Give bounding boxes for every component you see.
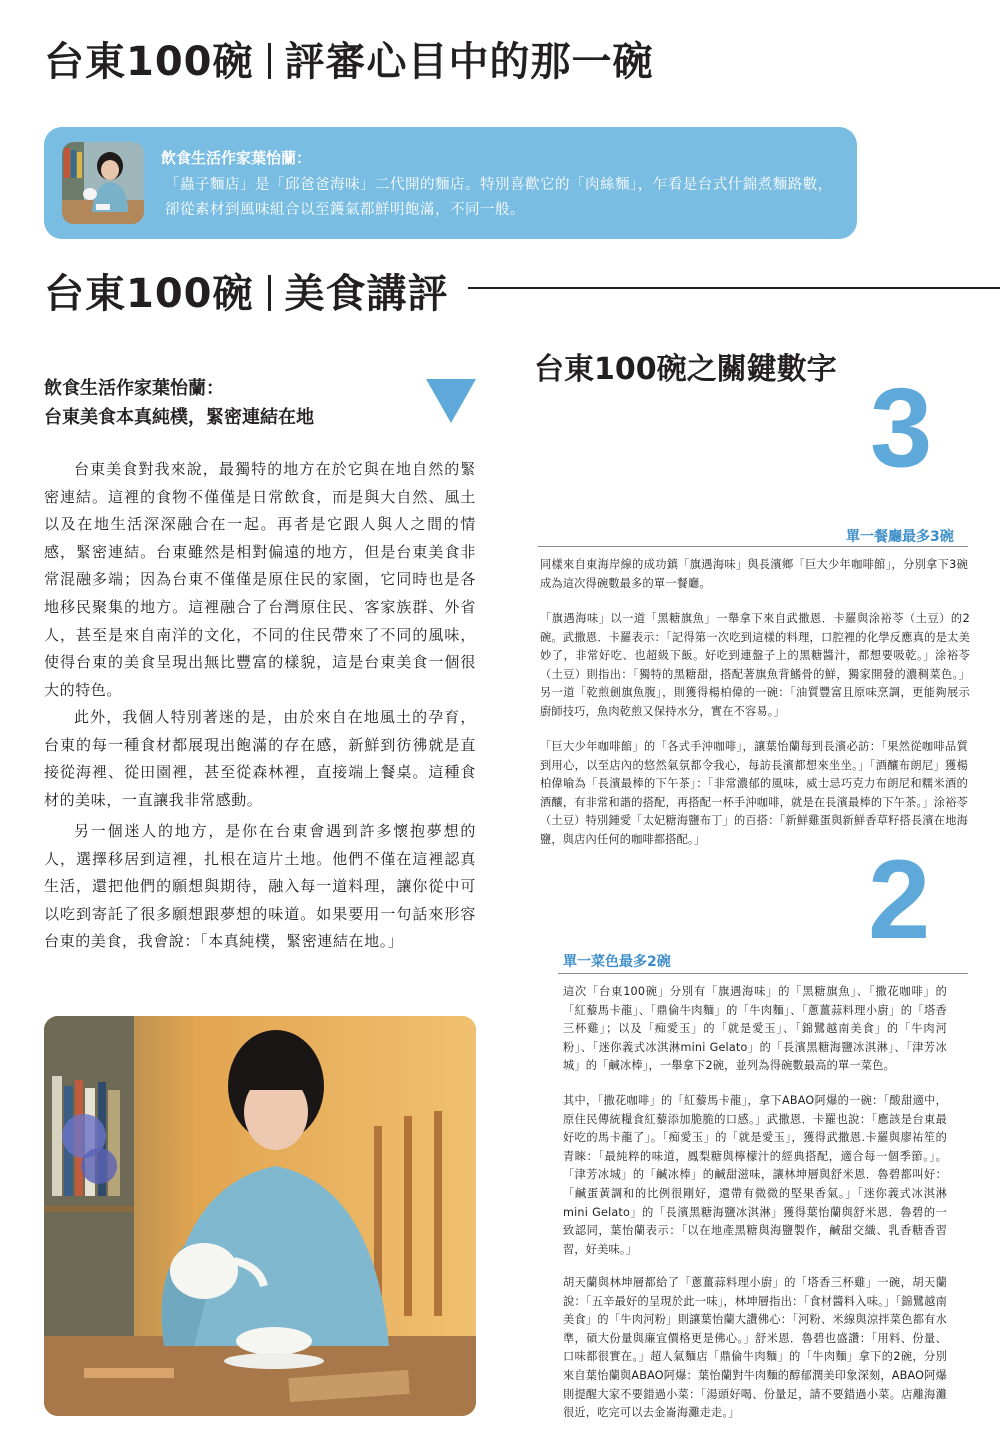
big-number-2: 2	[868, 837, 931, 962]
down-triangle-icon	[426, 379, 476, 423]
page-title	[44, 30, 654, 87]
article-subtitle	[44, 374, 314, 432]
page-title-part2: 評審心目中的那一碗	[284, 39, 654, 85]
article-subtitle-line2: 台東美食本真純樸，緊密連結在地	[44, 407, 314, 428]
section-title-part1: 台東100碗	[44, 271, 254, 317]
key-paragraph-6: 胡天蘭與林坤層都給了「蔥薑蒜料理小廚」的「塔香三杯雞」一碗，胡天蘭說：「五辛最好的呈現於此一味」，林坤層指出：「食材醬料入味。」「錦鷺越南美食」的「牛肉河粉」則讓葉怡蘭大讚佛心：「河粉、米線與涼拌菜色都有水準，碩大份量與廉宜價格更是佛心。」舒米恩．魯碧也盛讚：「用料、份量、口味都很實在。」超人氣麵店「鼎倫牛肉麵」的「牛肉麵」拿下的2碗，分別來自葉怡蘭與ABAO阿爆：葉怡蘭對牛肉麵的醇郁潤美印象深刻，ABAO阿爆則提醒大家不要錯過小菜：「湯頭好喝、份量足，請不要錯過小菜。店離海灘很近，吃完可以去金崙海灘走走。」	[563, 1276, 947, 1420]
article-paragraph-3: 另一個迷人的地方，是你在台東會遇到許多懷抱夢想的人，選擇移居到這裡，扎根在這片土地。他們不僅在這裡認真生活，還把他們的願想與期待，融入每一道料理，讓你從中可以吃到寄託了很多願想跟夢想的味道。如果要用一句話來形容台東的美食，我會說：「本真純樸，緊密連結在地。」	[44, 822, 476, 951]
key-rule-1	[538, 546, 968, 547]
key-heading-2: 單一菜色最多2碗	[563, 954, 671, 970]
key-paragraph-1: 同樣來自東海岸線的成功鎮「旗遇海味」與長濱鄉「巨大少年咖啡館」，分別拿下3碗成為這次得碗數最多的單一餐廳。	[540, 558, 968, 590]
article-paragraph-2: 此外，我個人特別著迷的是，由於來自在地風土的孕育，台東的每一種食材都展現出飽滿的存在感，新鮮到彷彿就是直接從海裡、從田園裡，甚至從森林裡，直接端上餐桌。這種食材的美味，一直讓我非常感動。	[44, 708, 476, 809]
quote-author: 飲食生活作家葉怡蘭：	[161, 149, 312, 167]
article-paragraph-1: 台東美食對我來說，最獨特的地方在於它與在地自然的緊密連結。這裡的食物不僅僅是日常飲食，而是與大自然、風土以及在地生活深深融合在一起。再者是它跟人與人之間的情感，緊密連結。台東雖然是相對偏遠的地方，但是台東美食非常混融多端；因為台東不僅僅是原住民的家園，它同時也是各地移民聚集的地方。這裡融合了台灣原住民、客家族群、外省人，甚至是來自南洋的文化，不同的住民帶來了不同的風味，使得台東的美食呈現出無比豐富的樣貌，這是台東美食一個很大的特色。	[44, 460, 476, 699]
key-heading-1: 單一餐廳最多3碗	[846, 529, 954, 545]
section-rule	[468, 287, 1000, 289]
key-rule-2	[558, 973, 968, 974]
section-title	[44, 262, 449, 319]
key-paragraph-2: 「旗遇海味」以一道「黑糖旗魚」一舉拿下來自武撒恩．卡羅與涂裕苓（土豆）的2碗。武撒恩．卡羅表示：「記得第一次吃到這樣的料理，口腔裡的化學反應真的是太美妙了，非常好吃、也超級下飯。好吃到連盤子上的黑糖醬汁，都想要吸乾。」涂裕苓（土豆）則指出：「獨特的黑糖甜，搭配著旗魚背鰭骨的鮮，獨家開發的濃稠菜色。」另一道「乾煎劍旗魚腹」，則獲得楊柏偉的一碗：「油質豐富且原味烹調，更能夠展示廚師技巧，魚肉乾煎又保持水分，實在不容易。」	[540, 612, 970, 718]
title-divider	[268, 43, 271, 79]
author-avatar	[62, 142, 144, 224]
quote-box	[44, 127, 857, 239]
article-subtitle-line1: 飲食生活作家葉怡蘭：	[44, 378, 224, 399]
author-photo	[44, 1016, 476, 1416]
quote-text: 「蟲子麵店」是「邱爸爸海味」二代開的麵店。特別喜歡它的「肉絲麵」，乍看是台式什錦煮麵路數，卻從素材到風味組合以至鑊氣都鮮明飽滿，不同一般。	[165, 177, 833, 218]
section-title-part2: 美食講評	[284, 271, 449, 317]
big-number-3: 3	[870, 365, 933, 490]
key-numbers-title: 台東100碗之關鍵數字	[534, 352, 837, 387]
key-paragraph-3: 「巨大少年咖啡館」的「各式手沖咖啡」，讓葉怡蘭每到長濱必訪：「果然從咖啡品質到用心，以至店內的悠然氣氛都令我心，每訪長濱都想來坐坐。」「酒釀布朗尼」獲楊柏偉喻為「長濱最棒的下午茶」：「非常濃郁的風味，威士忌巧克力布朗尼和糯米酒的酒釀，有非常和諧的搭配，再搭配一杯手沖咖啡，就是在長濱最棒的下午茶。」涂裕苓（土豆）特別鍾愛「太妃糖海鹽布丁」的百搭：「新鮮雞蛋與新鮮香草籽搭長濱在地海鹽，與店內任何的咖啡都搭配。」	[540, 740, 968, 846]
page-title-part1: 台東100碗	[44, 39, 254, 85]
key-paragraph-5: 其中，「撒花咖啡」的「紅藜馬卡龍」，拿下ABAO阿爆的一碗：「酸甜適中，原住民傳統糧食紅藜添加脆脆的口感。」武撒恩．卡羅也說：「應該是台東最好吃的馬卡龍了」。「痴愛玉」的「就是愛玉」，獲得武撒恩.卡羅與廖祐笙的青睞：「最純粹的味道，鳳梨糖與檸檬汁的經典搭配，適合每一個季節。」。「津芳冰城」的「鹹冰棒」的鹹甜滋味，讓林坤層與舒米恩．魯碧都叫好：「鹹蛋黃調和的比例很剛好，還帶有微微的堅果香氣。」「迷你義式冰淇淋mini Gelato」的「長濱黑糖海鹽冰淇淋」獲得葉怡蘭與舒米恩．魯碧的一致認同，葉怡蘭表示：「以在地產黑糖與海鹽製作，鹹甜交織、乳香糖香習習，好美味。」	[563, 1094, 947, 1256]
key-paragraph-4: 這次「台東100碗」分別有「旗遇海味」的「黑糖旗魚」、「撒花咖啡」的「紅藜馬卡龍」、「鼎倫牛肉麵」的「牛肉麵」、「蔥薑蒜料理小廚」的「塔香三杯雞」；以及「痴愛玉」的「就是愛玉」、「錦鷺越南美食」的「牛肉河粉」、「迷你義式冰淇淋mini Gelato」的「長濱黑糖海鹽冰淇淋」、「津芳冰城」的「鹹冰棒」，一舉拿下2碗，並列為得碗數最高的單一菜色。	[563, 985, 947, 1073]
section-title-divider	[268, 275, 271, 311]
